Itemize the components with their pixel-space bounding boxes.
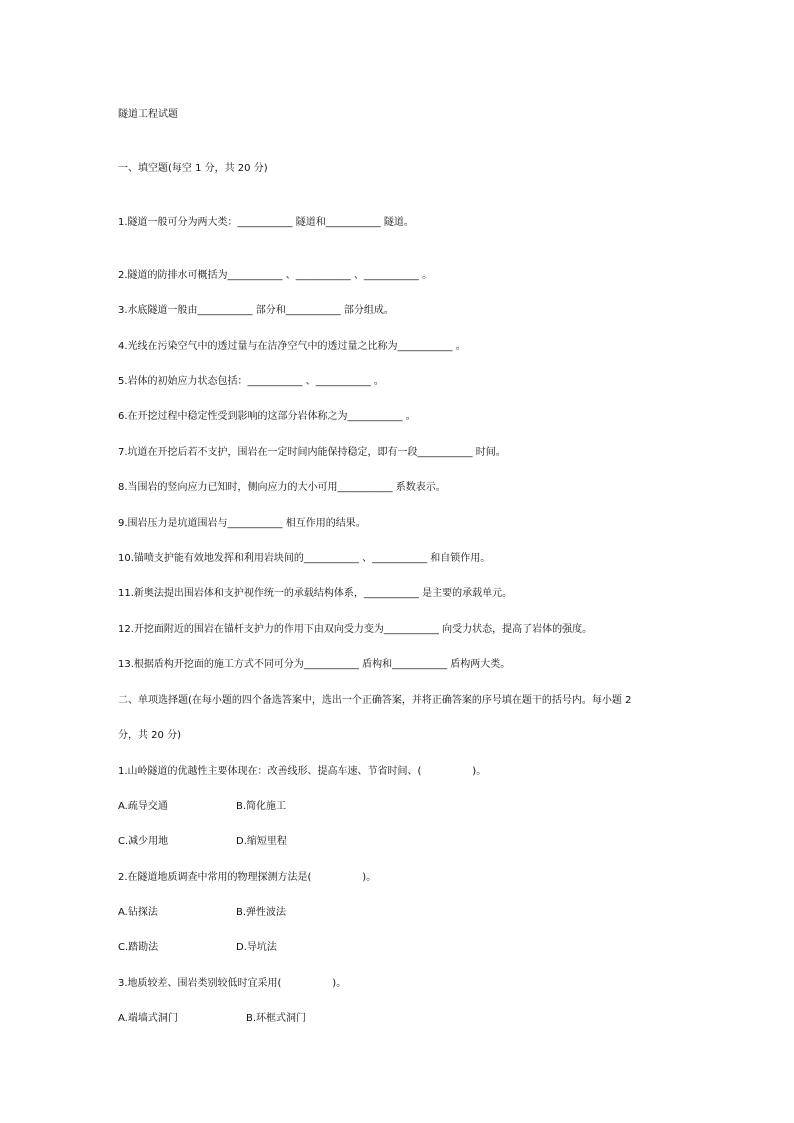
choice-question-2-option-d: D.导坑法 bbox=[236, 942, 277, 953]
choice-question-1-option-b: B.简化施工 bbox=[236, 801, 287, 812]
fill-question-3: 3.水底隧道一般由___________ 部分和___________ 部分组成。 bbox=[118, 305, 394, 316]
fill-question-11: 11.新奥法提出围岩体和支护视作统一的承载结构体系，___________ 是主要的承载单元。 bbox=[118, 588, 513, 599]
choice-question-3-option-a: A.端墙式洞门 bbox=[118, 1013, 178, 1024]
fill-question-5: 5.岩体的初始应力状态包括：___________ 、___________ 。 bbox=[118, 376, 384, 387]
choice-question-1-stem: 1.山岭隧道的优越性主要体现在：改善线形、提高车速、节省时间、( )。 bbox=[118, 766, 487, 777]
fill-question-8: 8.当围岩的竖向应力已知时，侧向应力的大小可用___________ 系数表示。 bbox=[118, 482, 446, 493]
choice-question-3-stem: 3.地质较差、围岩类别较低时宜采用( )。 bbox=[118, 978, 347, 989]
fill-question-6: 6.在开挖过程中稳定性受到影响的这部分岩体称之为___________ 。 bbox=[118, 411, 416, 422]
fill-question-1: 1.隧道一般可分为两大类：___________ 隧道和___________ 隧道。 bbox=[118, 217, 414, 228]
choice-question-2-option-b: B.弹性波法 bbox=[236, 907, 287, 918]
choice-question-2-option-a: A.钻探法 bbox=[118, 907, 158, 918]
fill-question-12: 12.开挖面附近的围岩在锚杆支护力的作用下由双向受力变为___________ 向受力状态，提高了岩体的强度。 bbox=[118, 624, 593, 635]
fill-question-9: 9.围岩压力是坑道围岩与___________ 相互作用的结果。 bbox=[118, 518, 366, 529]
fill-question-2: 2.隧道的防排水可概括为___________ 、___________ 、___________ 。 bbox=[118, 270, 433, 281]
fill-question-13: 13.根据盾构开挖面的施工方式不同可分为___________ 盾构和___________ 盾构两大类。 bbox=[118, 659, 511, 670]
choice-question-3-option-b: B.环框式洞门 bbox=[246, 1013, 307, 1024]
choice-question-2-option-c: C.踏勘法 bbox=[118, 942, 159, 953]
choice-question-1-option-a: A.疏导交通 bbox=[118, 801, 168, 812]
fill-question-10: 10.锚喷支护能有效地发挥和利用岩块间的___________ 、___________ 和自锁作用。 bbox=[118, 553, 491, 564]
fill-question-7: 7.坑道在开挖后若不支护，围岩在一定时间内能保持稳定，即有一段___________ 时间。 bbox=[118, 447, 506, 458]
section2-heading-line2: 分，共 20 分) bbox=[118, 730, 181, 741]
choice-question-1-option-c: C.减少用地 bbox=[118, 836, 169, 847]
choice-question-1-option-d: D.缩短里程 bbox=[236, 836, 287, 847]
document-title: 隧道工程试题 bbox=[118, 109, 178, 120]
section2-heading-line1: 二、单项选择题(在每小题的四个备选答案中，选出一个正确答案，并将正确答案的序号填在题干的括号内。每小题 2 bbox=[118, 695, 632, 706]
choice-question-2-stem: 2.在隧道地质调查中常用的物理探测方法是( )。 bbox=[118, 872, 377, 883]
section1-heading: 一、填空题(每空 1 分，共 20 分) bbox=[118, 163, 268, 174]
fill-question-4: 4.光线在污染空气中的透过量与在洁净空气中的透过量之比称为___________ 。 bbox=[118, 341, 466, 352]
